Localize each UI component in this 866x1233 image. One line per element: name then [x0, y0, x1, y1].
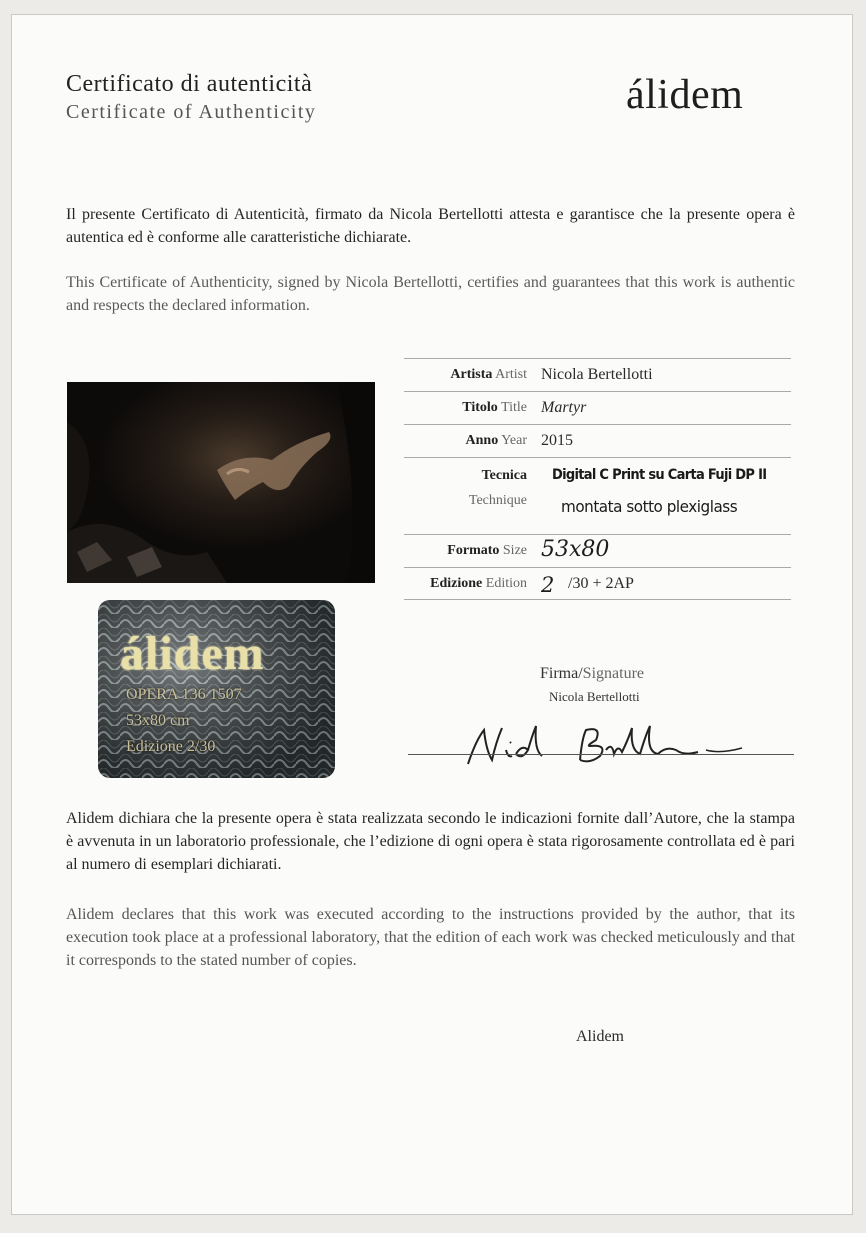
footer-company-name: Alidem — [576, 1028, 624, 1045]
intro-paragraph-english: This Certificate of Authenticity, signed by Nicola Bertellotti, certifies and guarantees that this work is authentic and respects the declared information. — [66, 274, 795, 314]
artwork-thumbnail — [67, 382, 375, 583]
artwork-details-table — [404, 358, 791, 600]
artist-label: Artista Artist — [450, 367, 527, 382]
signature-label: Firma/Signature — [540, 665, 644, 682]
title-value: Martyr — [541, 399, 587, 416]
edition-label: Edizione Edition — [430, 576, 527, 591]
detail-row-year — [404, 424, 791, 457]
title-label: Titolo Title — [462, 400, 527, 415]
detail-row-size — [404, 534, 791, 567]
technique-value-line2: montata sotto plexiglass — [561, 497, 738, 516]
intro-paragraph-italian: Il presente Certificato di Autenticità, firmato da Nicola Bertellotti attesta e garantisce che la presente opera è autentica ed è conforme alle caratteristiche dichiarate. — [66, 206, 795, 246]
detail-row-artist — [404, 358, 791, 391]
year-label: Anno Year — [465, 433, 527, 448]
signer-name: Nicola Bertellotti — [549, 689, 640, 704]
artist-value: Nicola Bertellotti — [541, 366, 653, 383]
size-label: Formato Size — [447, 543, 527, 558]
edition-number-handwritten: 2 — [541, 573, 555, 597]
declaration-paragraph-italian: Alidem dichiara che la presente opera è stata realizzata secondo le indicazioni fornite dall’Autore, che la stampa è avvenuta in un laboratorio professionale, che l’edizione di ogni opera è stata rigorosamente controllata ed è pari al numero di esemplari dichiarati. — [66, 810, 795, 873]
year-value: 2015 — [541, 432, 573, 449]
certificate-page — [11, 14, 853, 1215]
signature-line — [408, 754, 794, 755]
hologram-seal — [98, 600, 335, 778]
detail-row-title — [404, 391, 791, 424]
detail-row-technique — [404, 457, 791, 534]
alidem-logo: álidem — [626, 72, 744, 118]
declaration-paragraph-english: Alidem declares that this work was executed according to the instructions provided by the author, that its execution took place at a professional laboratory, that the edition of each work was checked meticulously and that it corresponds to the stated number of copies. — [66, 906, 795, 969]
technique-label-english: Technique — [468, 493, 527, 508]
technique-value-line1: Digital C Print su Carta Fuji DP II — [552, 467, 767, 483]
technique-label-italian: Tecnica — [481, 468, 527, 483]
hologram-size: 53x80 cm — [126, 712, 190, 729]
hologram-edition: Edizione 2/30 — [126, 738, 216, 755]
edition-total: /30 + 2AP — [568, 575, 634, 592]
certificate-title-english: Certificate of Authenticity — [66, 101, 317, 123]
certificate-title-italian: Certificato di autenticità — [66, 71, 313, 97]
hologram-logo: álidem — [120, 627, 265, 680]
size-value-handwritten: 53x80 — [541, 537, 610, 562]
hologram-opera-number: OPERA 136 1507 — [126, 686, 242, 703]
detail-row-edition — [404, 567, 791, 600]
handwritten-signature — [462, 720, 752, 770]
